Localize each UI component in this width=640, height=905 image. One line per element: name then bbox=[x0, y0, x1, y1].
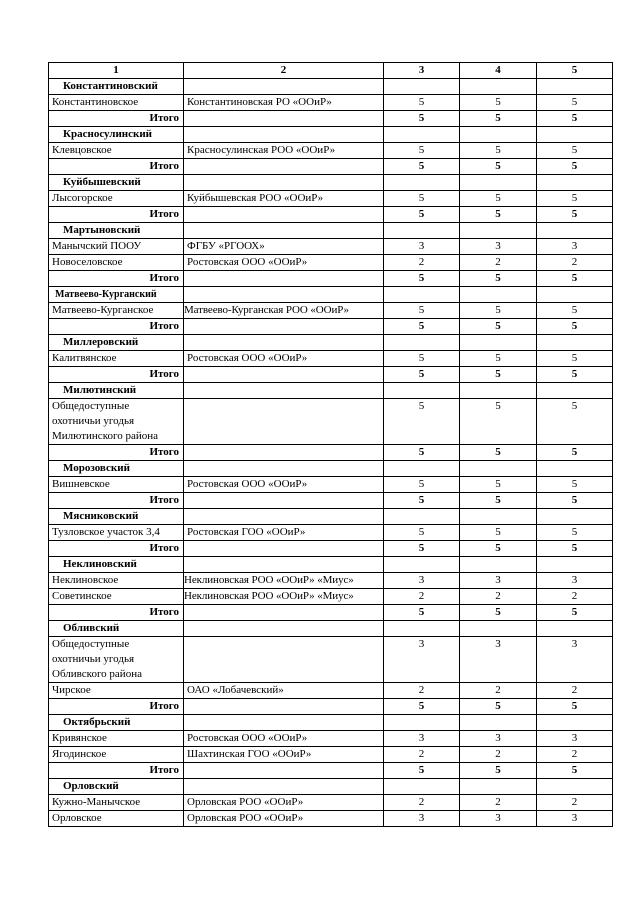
organization-name bbox=[184, 207, 384, 223]
value-col-3: 5 bbox=[384, 207, 460, 223]
column-header-1: 1 bbox=[49, 63, 184, 79]
organization-name bbox=[184, 461, 384, 477]
organization-name: Ростовская ООО «ООиР» bbox=[184, 351, 384, 367]
allocation-table bbox=[48, 62, 613, 827]
value-col-5: 5 bbox=[537, 367, 613, 383]
value-col-4: 5 bbox=[460, 319, 537, 335]
organization-name bbox=[184, 779, 384, 795]
district-name: Куйбышевский bbox=[49, 175, 184, 191]
district-row bbox=[49, 175, 613, 191]
organization-name bbox=[184, 763, 384, 779]
organization-name: Ростовская ГОО «ООиР» bbox=[184, 525, 384, 541]
value-col-5: 5 bbox=[537, 445, 613, 461]
total-label: Итого bbox=[49, 319, 184, 335]
total-row bbox=[49, 111, 613, 127]
total-row bbox=[49, 319, 613, 335]
value-col-3 bbox=[384, 779, 460, 795]
value-col-5: 5 bbox=[537, 143, 613, 159]
value-col-4: 3 bbox=[460, 573, 537, 589]
value-col-3: 5 bbox=[384, 351, 460, 367]
value-col-4: 3 bbox=[460, 811, 537, 827]
table-row bbox=[49, 637, 613, 683]
value-col-5: 5 bbox=[537, 477, 613, 493]
district-row bbox=[49, 621, 613, 637]
district-row bbox=[49, 461, 613, 477]
table-row bbox=[49, 239, 613, 255]
value-col-3: 2 bbox=[384, 683, 460, 699]
district-row bbox=[49, 223, 613, 239]
organization-name bbox=[184, 223, 384, 239]
value-col-4: 5 bbox=[460, 159, 537, 175]
value-col-5 bbox=[537, 621, 613, 637]
organization-name: ОАО «Лобачевский» bbox=[184, 683, 384, 699]
district-name: Орловский bbox=[49, 779, 184, 795]
organization-name bbox=[184, 699, 384, 715]
hunting-ground-name: Чирское bbox=[49, 683, 184, 699]
value-col-3: 5 bbox=[384, 399, 460, 445]
value-col-5 bbox=[537, 287, 613, 303]
organization-name bbox=[184, 287, 384, 303]
value-col-3: 2 bbox=[384, 795, 460, 811]
value-col-4: 5 bbox=[460, 367, 537, 383]
table-row bbox=[49, 731, 613, 747]
value-col-4: 5 bbox=[460, 399, 537, 445]
value-col-5: 2 bbox=[537, 255, 613, 271]
value-col-5: 5 bbox=[537, 111, 613, 127]
total-row bbox=[49, 367, 613, 383]
value-col-3: 5 bbox=[384, 477, 460, 493]
value-col-3 bbox=[384, 335, 460, 351]
value-col-4: 2 bbox=[460, 795, 537, 811]
district-name: Милютинский bbox=[49, 383, 184, 399]
value-col-5: 5 bbox=[537, 319, 613, 335]
value-col-5: 5 bbox=[537, 699, 613, 715]
district-name: Красносулинский bbox=[49, 127, 184, 143]
value-col-5: 5 bbox=[537, 763, 613, 779]
value-col-5: 5 bbox=[537, 399, 613, 445]
organization-name bbox=[184, 111, 384, 127]
value-col-4: 5 bbox=[460, 207, 537, 223]
value-col-5: 2 bbox=[537, 589, 613, 605]
value-col-5 bbox=[537, 779, 613, 795]
organization-name bbox=[184, 383, 384, 399]
table-row bbox=[49, 351, 613, 367]
total-row bbox=[49, 493, 613, 509]
total-label: Итого bbox=[49, 699, 184, 715]
hunting-ground-name: Клевцовское bbox=[49, 143, 184, 159]
value-col-5 bbox=[537, 557, 613, 573]
value-col-5: 3 bbox=[537, 239, 613, 255]
value-col-3: 3 bbox=[384, 811, 460, 827]
organization-name bbox=[184, 399, 384, 445]
value-col-4 bbox=[460, 383, 537, 399]
value-col-4 bbox=[460, 461, 537, 477]
total-label: Итого bbox=[49, 367, 184, 383]
value-col-3: 2 bbox=[384, 747, 460, 763]
value-col-5 bbox=[537, 461, 613, 477]
hunting-ground-name: Тузловское участок 3,4 bbox=[49, 525, 184, 541]
value-col-3: 5 bbox=[384, 191, 460, 207]
value-col-4: 5 bbox=[460, 493, 537, 509]
district-name: Мясниковский bbox=[49, 509, 184, 525]
value-col-5: 2 bbox=[537, 795, 613, 811]
hunting-ground-name: Константиновское bbox=[49, 95, 184, 111]
district-row bbox=[49, 127, 613, 143]
table-row bbox=[49, 589, 613, 605]
value-col-5: 3 bbox=[537, 573, 613, 589]
table-row bbox=[49, 255, 613, 271]
organization-name bbox=[184, 715, 384, 731]
value-col-3 bbox=[384, 557, 460, 573]
district-row bbox=[49, 715, 613, 731]
total-label: Итого bbox=[49, 541, 184, 557]
hunting-ground-name: Ягодинское bbox=[49, 747, 184, 763]
value-col-4: 2 bbox=[460, 747, 537, 763]
value-col-4: 5 bbox=[460, 303, 537, 319]
hunting-ground-name: Общедоступные охотничьи угодья Милютинского района bbox=[49, 399, 184, 445]
value-col-5 bbox=[537, 509, 613, 525]
header-row bbox=[49, 63, 613, 79]
organization-name bbox=[184, 557, 384, 573]
district-row bbox=[49, 79, 613, 95]
organization-name: Ростовская ООО «ООиР» bbox=[184, 255, 384, 271]
column-header-4: 4 bbox=[460, 63, 537, 79]
value-col-4: 5 bbox=[460, 271, 537, 287]
organization-name: Неклиновская РОО «ООиР» «Миус» bbox=[184, 589, 384, 605]
hunting-ground-name: Новоселовское bbox=[49, 255, 184, 271]
table-row bbox=[49, 811, 613, 827]
total-label: Итого bbox=[49, 445, 184, 461]
value-col-5: 5 bbox=[537, 207, 613, 223]
organization-name bbox=[184, 637, 384, 683]
organization-name: Ростовская ООО «ООиР» bbox=[184, 731, 384, 747]
district-row bbox=[49, 509, 613, 525]
column-header-3: 3 bbox=[384, 63, 460, 79]
value-col-5: 2 bbox=[537, 683, 613, 699]
table-row bbox=[49, 477, 613, 493]
value-col-4: 5 bbox=[460, 95, 537, 111]
hunting-ground-name: Неклиновское bbox=[49, 573, 184, 589]
total-row bbox=[49, 541, 613, 557]
district-name: Константиновский bbox=[49, 79, 184, 95]
table-row bbox=[49, 191, 613, 207]
value-col-4 bbox=[460, 127, 537, 143]
hunting-ground-name: Кривянское bbox=[49, 731, 184, 747]
table-row bbox=[49, 795, 613, 811]
value-col-3: 5 bbox=[384, 763, 460, 779]
value-col-4: 5 bbox=[460, 525, 537, 541]
value-col-3: 5 bbox=[384, 159, 460, 175]
value-col-3: 5 bbox=[384, 493, 460, 509]
total-row bbox=[49, 763, 613, 779]
district-row bbox=[49, 287, 613, 303]
district-row bbox=[49, 383, 613, 399]
organization-name: Константиновская РО «ООиР» bbox=[184, 95, 384, 111]
total-label: Итого bbox=[49, 159, 184, 175]
value-col-3: 5 bbox=[384, 303, 460, 319]
organization-name bbox=[184, 605, 384, 621]
value-col-4: 3 bbox=[460, 637, 537, 683]
district-name: Неклиновский bbox=[49, 557, 184, 573]
value-col-4 bbox=[460, 223, 537, 239]
organization-name: Красносулинская РОО «ООиР» bbox=[184, 143, 384, 159]
district-name: Мартыновский bbox=[49, 223, 184, 239]
value-col-5: 2 bbox=[537, 747, 613, 763]
district-name: Матвеево-Курганский bbox=[49, 287, 184, 303]
hunting-ground-name: Кужно-Манычское bbox=[49, 795, 184, 811]
total-row bbox=[49, 605, 613, 621]
hunting-ground-name: Лысогорское bbox=[49, 191, 184, 207]
value-col-5: 5 bbox=[537, 303, 613, 319]
value-col-3 bbox=[384, 715, 460, 731]
total-label: Итого bbox=[49, 605, 184, 621]
district-name: Октябрьский bbox=[49, 715, 184, 731]
value-col-5 bbox=[537, 79, 613, 95]
value-col-5: 3 bbox=[537, 731, 613, 747]
value-col-4 bbox=[460, 79, 537, 95]
value-col-5: 5 bbox=[537, 159, 613, 175]
value-col-3 bbox=[384, 383, 460, 399]
total-label: Итого bbox=[49, 763, 184, 779]
value-col-3 bbox=[384, 223, 460, 239]
value-col-3 bbox=[384, 461, 460, 477]
table-row bbox=[49, 573, 613, 589]
organization-name bbox=[184, 79, 384, 95]
value-col-3 bbox=[384, 509, 460, 525]
value-col-4: 2 bbox=[460, 683, 537, 699]
organization-name: Шахтинская ГОО «ООиР» bbox=[184, 747, 384, 763]
hunting-ground-name: Орловское bbox=[49, 811, 184, 827]
value-col-4: 5 bbox=[460, 763, 537, 779]
total-row bbox=[49, 207, 613, 223]
organization-name bbox=[184, 159, 384, 175]
value-col-3: 2 bbox=[384, 589, 460, 605]
organization-name bbox=[184, 367, 384, 383]
hunting-ground-name: Манычский ПООУ bbox=[49, 239, 184, 255]
value-col-3: 5 bbox=[384, 605, 460, 621]
value-col-3: 5 bbox=[384, 319, 460, 335]
value-col-3 bbox=[384, 175, 460, 191]
organization-name: Ростовская ООО «ООиР» bbox=[184, 477, 384, 493]
column-header-5: 5 bbox=[537, 63, 613, 79]
value-col-4: 5 bbox=[460, 605, 537, 621]
value-col-5: 5 bbox=[537, 351, 613, 367]
value-col-3: 5 bbox=[384, 143, 460, 159]
district-row bbox=[49, 779, 613, 795]
value-col-4: 5 bbox=[460, 191, 537, 207]
hunting-ground-name: Матвеево-Курганское bbox=[49, 303, 184, 319]
organization-name bbox=[184, 621, 384, 637]
value-col-5 bbox=[537, 223, 613, 239]
value-col-4 bbox=[460, 779, 537, 795]
value-col-3 bbox=[384, 127, 460, 143]
value-col-3: 5 bbox=[384, 525, 460, 541]
value-col-4 bbox=[460, 715, 537, 731]
value-col-4: 5 bbox=[460, 699, 537, 715]
value-col-4: 2 bbox=[460, 255, 537, 271]
organization-name: Орловская РОО «ООиР» bbox=[184, 795, 384, 811]
value-col-5: 5 bbox=[537, 191, 613, 207]
table-row bbox=[49, 525, 613, 541]
table-row bbox=[49, 399, 613, 445]
organization-name bbox=[184, 175, 384, 191]
total-label: Итого bbox=[49, 111, 184, 127]
value-col-4: 5 bbox=[460, 477, 537, 493]
value-col-4: 5 bbox=[460, 111, 537, 127]
organization-name: Неклиновская РОО «ООиР» «Миус» bbox=[184, 573, 384, 589]
organization-name bbox=[184, 127, 384, 143]
value-col-3: 5 bbox=[384, 699, 460, 715]
value-col-3: 2 bbox=[384, 255, 460, 271]
value-col-3 bbox=[384, 287, 460, 303]
organization-name: Куйбышевская РОО «ООиР» bbox=[184, 191, 384, 207]
value-col-4 bbox=[460, 175, 537, 191]
total-label: Итого bbox=[49, 207, 184, 223]
value-col-5 bbox=[537, 335, 613, 351]
total-label: Итого bbox=[49, 271, 184, 287]
district-row bbox=[49, 335, 613, 351]
organization-name bbox=[184, 541, 384, 557]
district-name: Морозовский bbox=[49, 461, 184, 477]
table-row bbox=[49, 95, 613, 111]
value-col-3: 5 bbox=[384, 367, 460, 383]
value-col-4: 3 bbox=[460, 239, 537, 255]
value-col-4: 5 bbox=[460, 351, 537, 367]
table-row bbox=[49, 143, 613, 159]
organization-name: ФГБУ «РГООХ» bbox=[184, 239, 384, 255]
district-name: Миллеровский bbox=[49, 335, 184, 351]
value-col-3: 5 bbox=[384, 541, 460, 557]
hunting-ground-name: Советинское bbox=[49, 589, 184, 605]
value-col-3: 5 bbox=[384, 111, 460, 127]
value-col-3: 3 bbox=[384, 239, 460, 255]
total-row bbox=[49, 271, 613, 287]
value-col-4 bbox=[460, 557, 537, 573]
table-row bbox=[49, 303, 613, 319]
value-col-3 bbox=[384, 79, 460, 95]
value-col-4: 2 bbox=[460, 589, 537, 605]
hunting-ground-name: Общедоступные охотничьи угодья Обливского района bbox=[49, 637, 184, 683]
total-row bbox=[49, 699, 613, 715]
value-col-3: 3 bbox=[384, 573, 460, 589]
value-col-3: 5 bbox=[384, 271, 460, 287]
table-row bbox=[49, 683, 613, 699]
value-col-5: 5 bbox=[537, 271, 613, 287]
value-col-3 bbox=[384, 621, 460, 637]
value-col-5 bbox=[537, 715, 613, 731]
organization-name bbox=[184, 335, 384, 351]
value-col-3: 5 bbox=[384, 95, 460, 111]
value-col-3: 3 bbox=[384, 731, 460, 747]
organization-name bbox=[184, 319, 384, 335]
value-col-5: 5 bbox=[537, 605, 613, 621]
value-col-4 bbox=[460, 509, 537, 525]
organization-name bbox=[184, 509, 384, 525]
value-col-5: 5 bbox=[537, 493, 613, 509]
value-col-5: 5 bbox=[537, 541, 613, 557]
value-col-4 bbox=[460, 287, 537, 303]
district-name: Обливский bbox=[49, 621, 184, 637]
column-header-2: 2 bbox=[184, 63, 384, 79]
value-col-4: 3 bbox=[460, 731, 537, 747]
value-col-5 bbox=[537, 383, 613, 399]
value-col-3: 3 bbox=[384, 637, 460, 683]
value-col-4: 5 bbox=[460, 541, 537, 557]
value-col-5: 3 bbox=[537, 811, 613, 827]
total-row bbox=[49, 445, 613, 461]
value-col-5: 5 bbox=[537, 525, 613, 541]
organization-name: Матвеево-Курганская РОО «ООиР» bbox=[184, 303, 384, 319]
organization-name bbox=[184, 271, 384, 287]
value-col-3: 5 bbox=[384, 445, 460, 461]
total-row bbox=[49, 159, 613, 175]
hunting-ground-name: Калитвянское bbox=[49, 351, 184, 367]
value-col-5: 3 bbox=[537, 637, 613, 683]
value-col-5: 5 bbox=[537, 95, 613, 111]
total-label: Итого bbox=[49, 493, 184, 509]
value-col-5 bbox=[537, 127, 613, 143]
district-row bbox=[49, 557, 613, 573]
value-col-4: 5 bbox=[460, 143, 537, 159]
value-col-4 bbox=[460, 335, 537, 351]
organization-name bbox=[184, 493, 384, 509]
organization-name bbox=[184, 445, 384, 461]
table-body bbox=[49, 63, 613, 827]
value-col-4 bbox=[460, 621, 537, 637]
hunting-ground-name: Вишневское bbox=[49, 477, 184, 493]
value-col-4: 5 bbox=[460, 445, 537, 461]
table-row bbox=[49, 747, 613, 763]
organization-name: Орловская РОО «ООиР» bbox=[184, 811, 384, 827]
value-col-5 bbox=[537, 175, 613, 191]
